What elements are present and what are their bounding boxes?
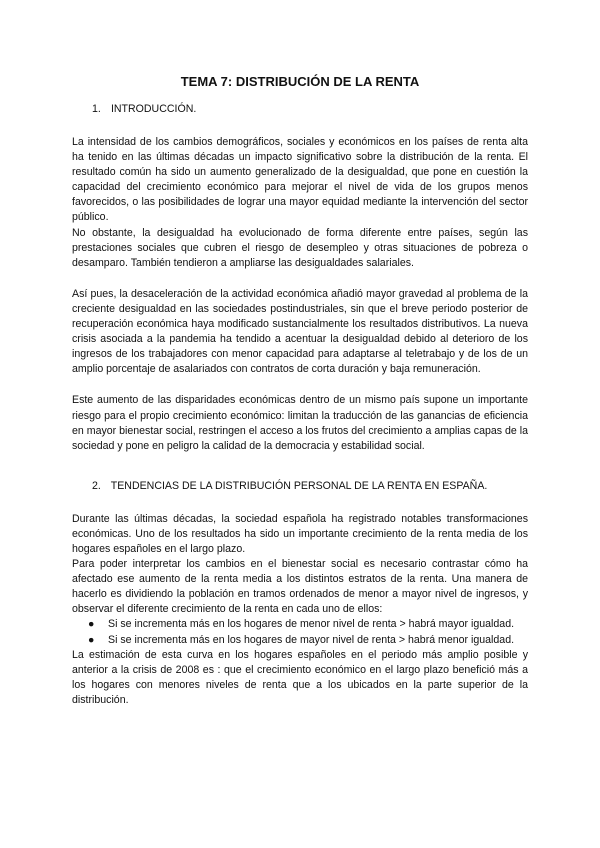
section-1-number: 1. bbox=[92, 103, 101, 115]
trends-closing-paragraph: La estimación de esta curva en los hogares españoles en el periodo más amplio posible y anterior a la crisis de 2008 es : que el crecimiento económico en el largo plazo benefició más a los hogares con menores niveles de renta que a los ubicados en la parte superior de la distribución. bbox=[72, 648, 528, 706]
section-1-heading bbox=[92, 103, 528, 115]
bullet-icon: ● bbox=[88, 618, 95, 631]
bullet-text: Si se incrementa más en los hogares de mayor nivel de renta > habrá menor igualdad. bbox=[108, 633, 515, 646]
section-2-heading bbox=[92, 480, 528, 492]
section-1-title: INTRODUCCIÓN. bbox=[110, 103, 197, 115]
intro-paragraph-1: La intensidad de los cambios demográficos, sociales y económicos en los países de renta alta ha tenido en las últimas décadas un impacto significativo sobre la distribución de la renta. El resultado común ha sido un aumento generalizado de la desigualdad, que pone en cuestión la capacidad del crecimiento económico para mejorar el nivel de vida de los grupos menos favorecidos, o las posibilidades de lograr una mayor equidad mediante la intervención del sector público. bbox=[72, 136, 528, 224]
intro-paragraph-4: Este aumento de las disparidades económicas dentro de un mismo país supone un importante riesgo para el propio crecimiento económico: limitan la traducción de las ganancias de eficiencia en mayor bienestar social, restringen el acceso a los frutos del crecimiento a amplias capas de la sociedad y pone en peligro la calidad de la democracia y estabilidad social. bbox=[72, 394, 528, 452]
section-2-title: TENDENCIAS DE LA DISTRIBUCIÓN PERSONAL DE LA RENTA EN ESPAÑA. bbox=[110, 479, 488, 492]
trends-paragraph-2: Para poder interpretar los cambios en el bienestar social es necesario contrastar cómo ha afectado ese aumento de la renta media a los distintos estratos de la renta. Una manera de hacerlo es dividiendo la población en tramos ordenados de menor a mayor nivel de ingresos, y observar el diferente crecimiento de la renta en cada uno de ellos: bbox=[72, 558, 528, 616]
trends-paragraph-1: Durante las últimas décadas, la sociedad española ha registrado notables transformaciones económicas. Uno de los resultados ha sido un importante crecimiento de la renta media de los hogares españoles en el largo plazo. bbox=[72, 512, 528, 555]
bullet-text: Si se incrementa más en los hogares de menor nivel de renta > habrá mayor igualdad. bbox=[108, 618, 515, 631]
list-item bbox=[72, 633, 528, 648]
document-title: TEMA 7: DISTRIBUCIÓN DE LA RENTA bbox=[180, 74, 420, 89]
list-item bbox=[72, 617, 528, 632]
intro-paragraph-2: No obstante, la desigualdad ha evolucionado de forma diferente entre países, según las prestaciones sociales que cubren el riesgo de desempleo y otras situaciones de pobreza o desamparo. También tendieron a ampliarse las desigualdades salariales. bbox=[72, 226, 528, 269]
bullet-icon: ● bbox=[88, 633, 95, 646]
intro-paragraph-3: Así pues, la desaceleración de la actividad económica añadió mayor gravedad al problema de la creciente desigualdad en las sociedades postindustriales, sin que el breve periodo posterior de recuperación económica haya modificado sustancialmente los resultados distributivos. La nueva crisis asociada a la pandemia ha tendido a acentuar la desigualdad debido al deterioro de los ingresos de los trabajadores con menor capacidad para adaptarse al teletrabajo y de los de un amplio porcentaje de asalariados con contratos de corta duración y baja remuneración. bbox=[72, 287, 528, 376]
section-2-number: 2. bbox=[92, 479, 101, 492]
trends-bullet-list bbox=[72, 617, 528, 647]
